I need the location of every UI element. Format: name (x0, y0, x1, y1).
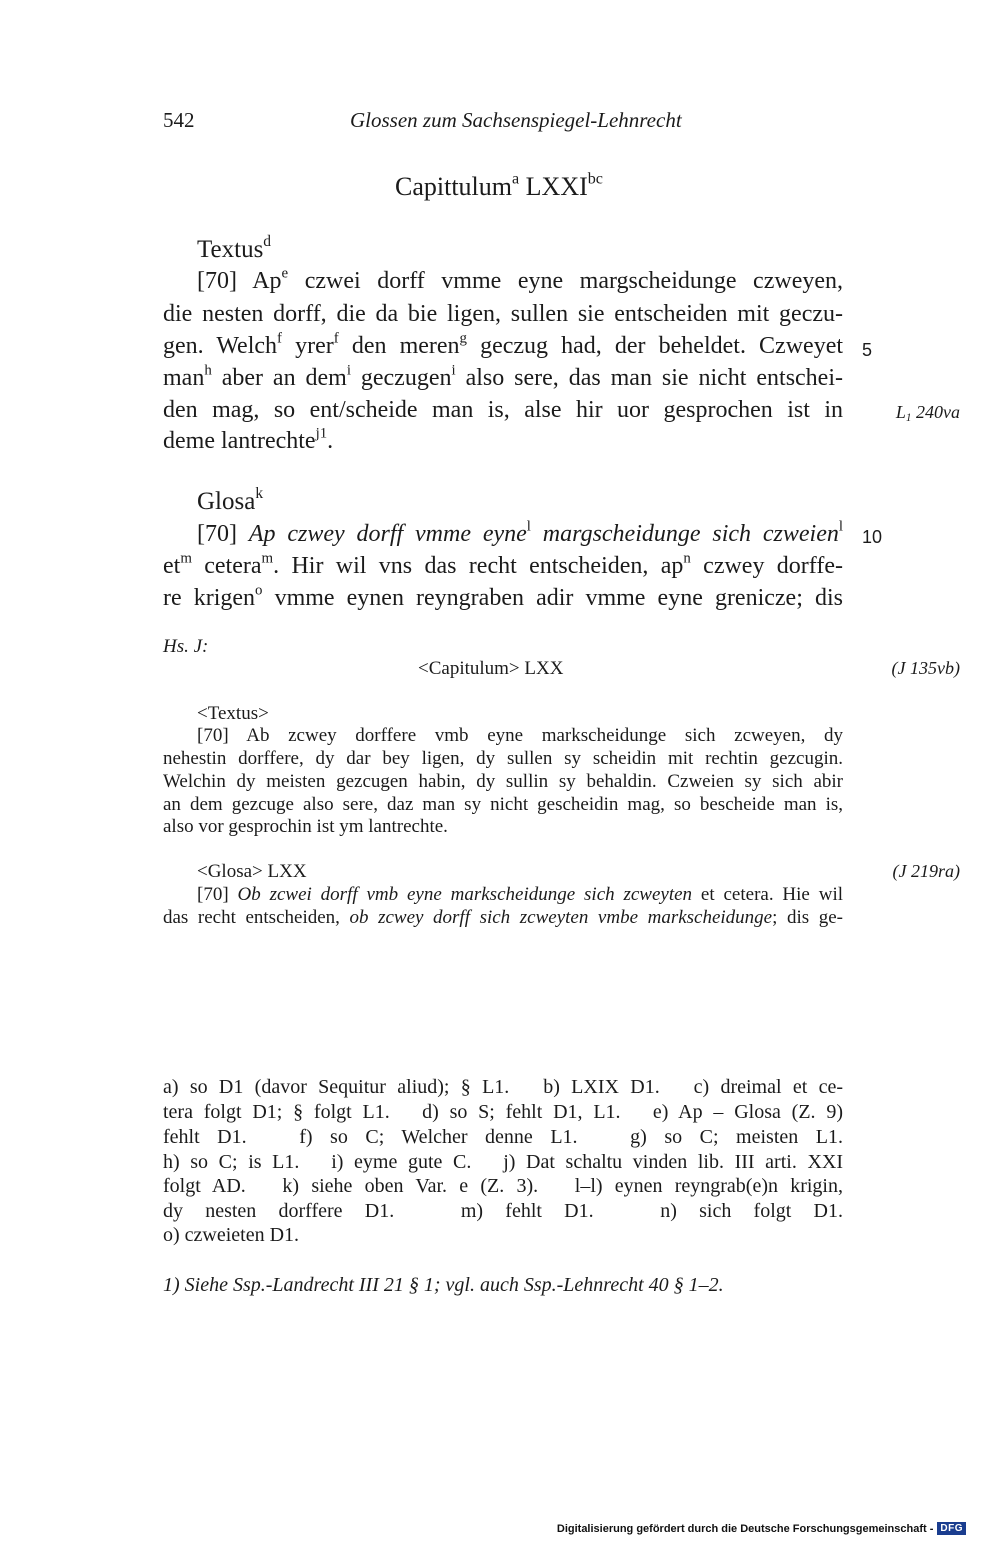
footnote-line-1: a) so D1 (davor Sequitur aliud); § L1. b) LXIX D1. c) dreimal et ce- (163, 1076, 843, 1098)
hs-j-label: Hs. J: (163, 636, 209, 657)
hs-j-textus-line-2: nehestin dorffere, dy dar bey ligen, dy sullen sy scheidin mit rechtin gezcugin. (163, 748, 843, 769)
chapter-heading: Capittulum$^a$ $LXXI^{bc}$ (395, 170, 603, 201)
footnote-ref-1: 1) Siehe Ssp.-Landrecht III 21 § 1; vgl. auch Ssp.-Lehnrecht 40 § 1–2. (163, 1274, 724, 1296)
footnote-line-7: o) czweieten D1. (163, 1224, 300, 1246)
textus-heading: Textus$^d$ (197, 232, 272, 263)
footnote-line-4: h) so C; is L1. i) eyme gute C. j) Dat schaltu vinden lib. III arti. XXI (163, 1151, 843, 1173)
hs-j-glosa-line-1: [70] Ob zcwei dorff vmb eyne markscheidunge sich zcweyten et cetera. Hie wil (197, 884, 844, 905)
dfg-logo: DFG (937, 1522, 966, 1535)
textus-line-1: [70] Ap$^e$ czwei dorff vmme eyne margscheidunge czweyen, (197, 265, 844, 294)
glosa-line-1: [70] Ap czwey dorff vmme eyne$^l$ margscheidunge sich czweien$^l$ (197, 518, 843, 547)
margin-ref-j135: (J 135vb) (891, 658, 960, 678)
glosa-heading: Glosa$^k$ (197, 484, 264, 515)
line-number-5: 5 (862, 340, 873, 360)
running-title: Glossen zum Sachsenspiegel-Lehnrecht (350, 108, 682, 132)
textus-line-6: deme lantrechte$^{j1}$. (163, 425, 334, 454)
textus-line-2: die nesten dorff, die da bie ligen, sullen sie entscheiden mit geczu- (163, 301, 843, 327)
margin-ref-j219: (J 219ra) (892, 861, 960, 881)
line-number-10: 10 (862, 527, 883, 547)
hs-j-textus-line-3: Welchin dy meisten gezcugen habin, dy sullin sy behaldin. Czweien sy sich abir (163, 771, 843, 792)
glosa-line-3: re krigen$^o$ vmme eynen reyngraben adir vmme eyne grenicze; dis (163, 582, 843, 611)
textus-line-5: den mag, so ent/scheide man is, alse hir uor gesprochen ist in (163, 397, 843, 423)
hs-j-textus-line-4: an dem gezcuge also sere, daz man sy nicht gescheidin mag, so bescheide man is, (163, 794, 843, 815)
hs-j-textus-heading: <Textus> (197, 703, 269, 724)
textus-line-3: gen. Welch$^f$ yrer$^f$ den meren$^g$ geczug had, der beheldet. Czweyet (163, 330, 844, 359)
margin-ref-l1: $L_1$ 240va (895, 402, 960, 424)
digitization-credit (557, 1522, 966, 1535)
hs-j-glosa-line-2: das recht entscheiden, ob zcwey dorff sich zcweyten vmbe markscheidunge; dis ge- (163, 907, 844, 928)
hs-j-textus-line-1: [70] Ab zcwey dorffere vmb eyne markscheidunge sich zcweyen, dy (197, 725, 843, 746)
glosa-line-2: $et^m$ cetera$^m$. Hir wil vns das recht entscheiden, $ap^n$ czwey dorffe- (163, 550, 843, 579)
hs-j-textus-line-5: also vor gesprochin ist ym lantrechte. (163, 816, 448, 837)
credit-text: Digitalisierung gefördert durch die Deutsche Forschungsgemeinschaft - (556, 1522, 934, 1535)
footnote-line-2: tera folgt D1; § folgt L1. d) so S; fehlt D1, L1. e) Ap – Glosa (Z. 9) (163, 1101, 843, 1123)
hs-j-capitulum-heading: <Capitulum> LXX (418, 658, 564, 679)
page-number: 542 (163, 108, 195, 132)
textus-line-4: man$^h$ aber an dem$^i$ geczugen$^i$ also sere, das man sie nicht entschei- (163, 362, 843, 391)
hs-j-glosa-heading: <Glosa> LXX (197, 861, 307, 882)
footnote-line-5: folgt AD. k) siehe oben Var. e (Z. 3). l–l) eynen reyngrab(e)n krigin, (163, 1175, 843, 1197)
footnote-line-6: dy nesten dorffere D1. m) fehlt D1. n) sich folgt D1. (163, 1200, 843, 1222)
footnote-line-3: fehlt D1. f) so C; Welcher denne L1. g) so C; meisten L1. (163, 1126, 843, 1148)
